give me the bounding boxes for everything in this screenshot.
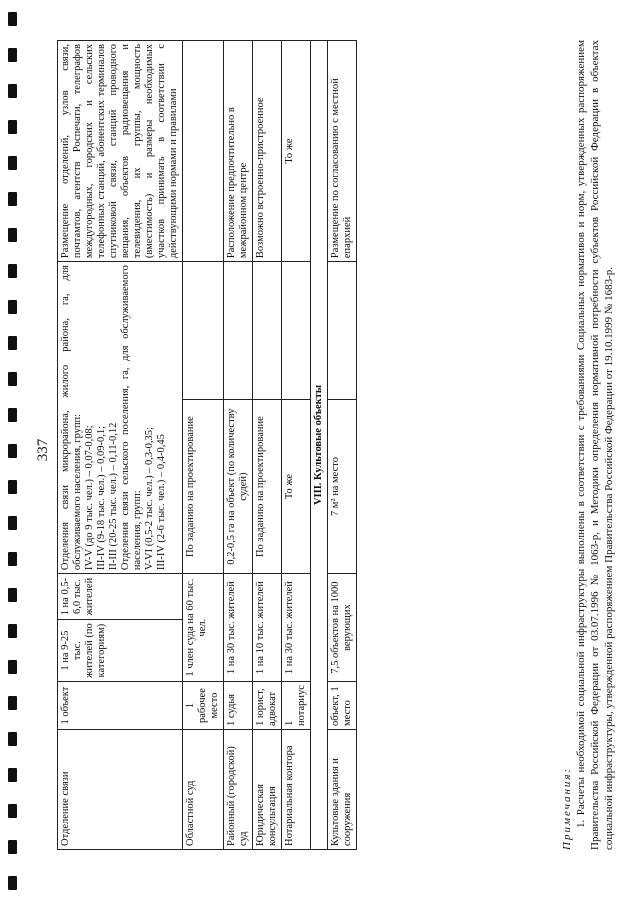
cell-norm: 1 на 30 тыс. жителей <box>282 574 311 682</box>
notes-text: 1. Расчеты необходимой социальной инфраструктуры выполнены в соответствии с требованиями Социальных нормативов и норм, утвержденных распоряжением Правительства Российской Федерации от 03.07.1996 № 1063-р, и Методики определения нормативной потребности субъектов Российской Федерации в объектах социальной инфраструктуры, утвержденной распоряжением Правительства Российской Федерации от 19.10.1999 № 1683-р. <box>575 40 615 850</box>
cell-name: Отделение связи <box>58 730 183 850</box>
cell-unit: 1 нотариус <box>282 682 311 730</box>
table-row <box>253 41 282 850</box>
norms-table <box>57 40 357 850</box>
cell-name: Юридическая консультация <box>253 730 282 850</box>
binding-hole <box>8 804 17 818</box>
binding-hole <box>8 372 17 386</box>
cell-empty <box>224 262 253 400</box>
cell-area <box>58 262 183 574</box>
cell-norm-rural: 1 на 0,5-6,0 тыс. жителей <box>58 574 183 620</box>
table-row <box>224 41 253 850</box>
text-line: IV-V (до 9 тыс. чел.) – 0,07-0,08; <box>84 425 95 571</box>
binding-hole <box>8 876 17 890</box>
cell-area: 0,2-0,5 га на объект (по количеству судей) <box>224 400 253 574</box>
binding-hole <box>8 696 17 710</box>
text-line: III-IV (9-18 тыс. чел.) – 0,09-0,1; <box>96 425 107 571</box>
binding-hole <box>8 552 17 566</box>
table-row <box>328 41 357 850</box>
binding-hole <box>8 444 17 458</box>
binding-hole <box>8 588 17 602</box>
cell-area: 7 м² на место <box>328 400 357 574</box>
section-row <box>311 41 328 850</box>
binding-hole <box>8 516 17 530</box>
text-line: III-IV (2-6 тыс. чел.) – 0,4-0,45 <box>156 434 167 571</box>
binding-hole <box>8 192 17 206</box>
cell-empty <box>282 262 311 400</box>
cell-area: По заданию на проектирование <box>183 400 224 574</box>
binding-hole <box>8 48 17 62</box>
binding-hole <box>8 84 17 98</box>
cell-unit: 1 юрист, адвокат <box>253 682 282 730</box>
cell-empty <box>253 262 282 400</box>
text-line: V-VI (0,5-2 тыс. чел.) – 0,3-0,35; <box>144 427 155 571</box>
cell-remark: Размещение отделений, узлов связи, почтамтов, агентств Роспечати, телеграфов междугородных, городских и сельских телефонных станций, абонентских терминалов спутниковой связи, станций проводного вещания, объектов радиовещания и телевидения, их группы, мощность (вместимость) и размеры необходимых участков принимать в соответствии с действующими нормами и правилами <box>58 41 183 262</box>
notes <box>560 40 616 850</box>
rotated-page <box>35 20 635 880</box>
binding-hole <box>8 624 17 638</box>
cell-unit: объект, 1 место <box>328 682 357 730</box>
cell-remark <box>183 41 224 262</box>
table-row <box>58 41 183 850</box>
binding-hole <box>8 336 17 350</box>
text-line: Отделения связи сельского поселения, га, для обслуживаемого населения, групп: <box>120 265 143 571</box>
binding-hole <box>8 660 17 674</box>
binding-hole <box>8 12 17 26</box>
binding-hole <box>8 228 17 242</box>
cell-remark: То же <box>282 41 311 262</box>
cell-unit: 1 объект <box>58 682 183 730</box>
notes-heading: Примечания: <box>561 766 573 850</box>
cell-norm-city: 1 на 9-25 тыс. жителей (по категориям) <box>58 620 183 682</box>
binding-hole <box>8 408 17 422</box>
cell-empty <box>183 262 224 400</box>
cell-unit: 1 судья <box>224 682 253 730</box>
cell-name: Культовые здания и сооружения <box>328 730 357 850</box>
binding-hole <box>8 732 17 746</box>
cell-name: Нотариальная контора <box>282 730 311 850</box>
section-title: VIII. Культовые объекты <box>311 41 328 850</box>
binding-hole <box>8 480 17 494</box>
cell-norm: 1 член суда на 60 тыс. чел. <box>183 574 224 682</box>
cell-name: Областной суд <box>183 730 224 850</box>
binding-hole <box>8 768 17 782</box>
cell-norm: 1 на 10 тыс. жителей <box>253 574 282 682</box>
page-number: 337 <box>35 438 51 462</box>
cell-remark: Размещение по согласованию с местной епархией <box>328 41 357 262</box>
cell-name: Районный (городской) суд <box>224 730 253 850</box>
cell-area: По заданию на проектирование <box>253 400 282 574</box>
binding-hole <box>8 156 17 170</box>
binding-hole <box>8 120 17 134</box>
cell-empty <box>328 262 357 400</box>
cell-remark: Возможно встроенно-пристроенное <box>253 41 282 262</box>
table-row <box>282 41 311 850</box>
binding-hole <box>8 300 17 314</box>
text-line: II-III (20-25 тыс. чел.) – 0,11-0,12 <box>108 422 119 571</box>
binding-hole <box>8 264 17 278</box>
binding-holes <box>0 0 30 905</box>
cell-norm: 1 на 30 тыс. жителей <box>224 574 253 682</box>
table-row <box>183 41 224 850</box>
text-line: Отделения связи микрорайона, жилого района, га, для обслуживаемого населения, групп: <box>60 265 83 571</box>
cell-unit: 1 рабочее место <box>183 682 224 730</box>
cell-remark: Расположение предпочтительно в межрайонном центре <box>224 41 253 262</box>
cell-norm: 7,5 объектов на 1000 верующих <box>328 574 357 682</box>
binding-hole <box>8 840 17 854</box>
cell-area: То же <box>282 400 311 574</box>
